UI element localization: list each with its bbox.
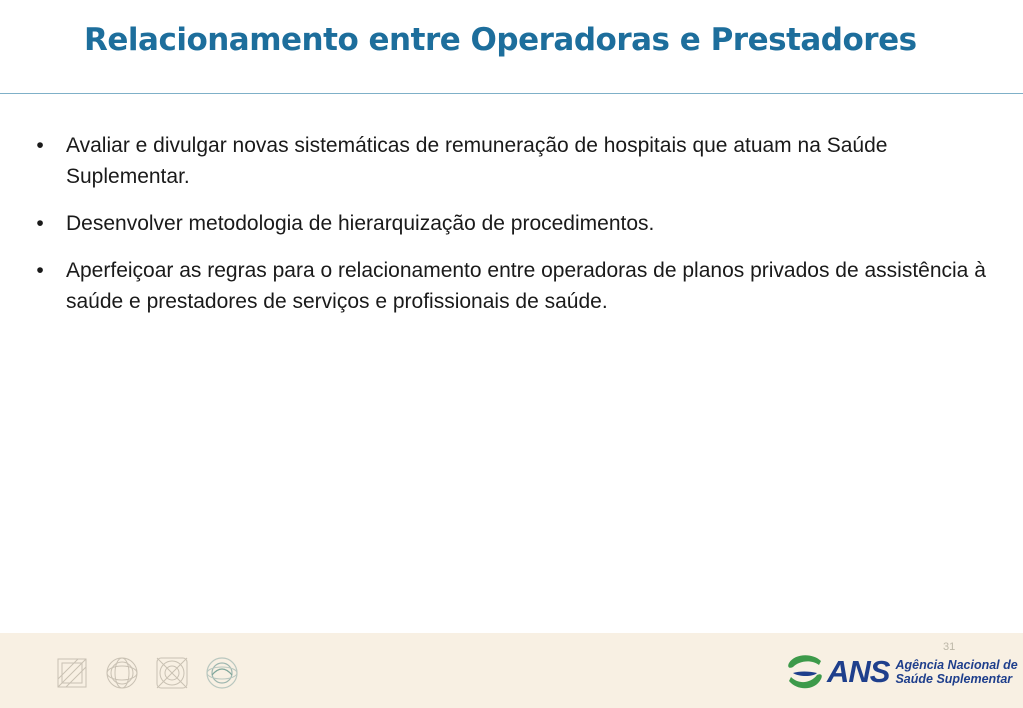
ans-logo <box>785 651 1018 693</box>
bullet-text: Aperfeiçoar as regras para o relacionamento entre operadoras de planos privados de assistência à saúde e prestadores de serviços e profissionais de saúde. <box>66 259 986 313</box>
footer-decorative-icons <box>54 655 240 691</box>
circle-swirl-icon <box>104 655 140 691</box>
page-number: 31 <box>943 641 956 653</box>
bullet-text: Desenvolver metodologia de hierarquização de procedimentos. <box>66 212 655 235</box>
ans-logo-name-line2: Saúde Suplementar <box>895 672 1013 686</box>
bullet-marker: • <box>36 259 44 282</box>
bullet-item <box>30 130 990 192</box>
bullet-text: Avaliar e divulgar novas sistemáticas de remuneração de hospitais que atuam na Saúde Suplementar. <box>66 134 888 188</box>
globe-icon <box>204 655 240 691</box>
ans-logo-name <box>895 658 1017 686</box>
ans-logo-abbreviation: ANS <box>827 654 890 689</box>
bullet-list <box>30 130 990 333</box>
bullet-item <box>30 255 990 317</box>
bullet-marker: • <box>36 212 44 235</box>
bullet-marker: • <box>36 134 44 157</box>
ans-logo-name-line1: Agência Nacional de <box>895 658 1018 672</box>
ans-logo-mark-icon <box>785 651 825 693</box>
title-divider <box>0 93 1023 94</box>
grid-square-icon <box>54 655 90 691</box>
mesh-icon <box>154 655 190 691</box>
slide-title: Relacionamento entre Operadoras e Prestadores <box>84 22 917 58</box>
bullet-item <box>30 208 990 239</box>
footer-band <box>0 633 1023 708</box>
